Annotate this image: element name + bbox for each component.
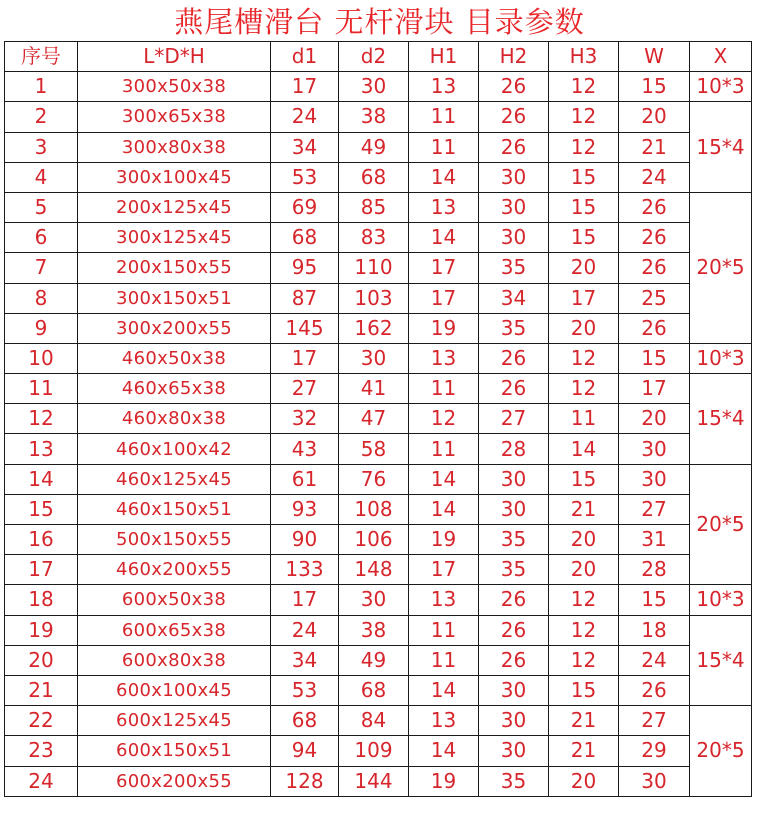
h1-cell: 14 <box>409 675 479 705</box>
table-row <box>5 525 752 555</box>
h2-cell: 30 <box>479 223 549 253</box>
w-cell: 25 <box>619 283 690 313</box>
table-row <box>5 223 752 253</box>
d2-cell: 47 <box>339 404 409 434</box>
size-cell: 460x50x38 <box>78 343 271 373</box>
x-spec-cell: 15*4 <box>690 374 752 465</box>
row-number-cell: 8 <box>5 283 78 313</box>
h2-cell: 26 <box>479 72 549 102</box>
size-cell: 300x150x51 <box>78 283 271 313</box>
h1-cell: 14 <box>409 223 479 253</box>
h3-cell: 17 <box>549 283 619 313</box>
w-cell: 30 <box>619 434 690 464</box>
h3-cell: 12 <box>549 72 619 102</box>
h3-cell: 20 <box>549 313 619 343</box>
d1-cell: 90 <box>271 525 339 555</box>
h1-cell: 17 <box>409 555 479 585</box>
d2-cell: 30 <box>339 343 409 373</box>
d2-cell: 58 <box>339 434 409 464</box>
h3-cell: 20 <box>549 525 619 555</box>
h3-cell: 12 <box>549 102 619 132</box>
d2-cell: 49 <box>339 645 409 675</box>
row-number-cell: 12 <box>5 404 78 434</box>
d2-cell: 110 <box>339 253 409 283</box>
table-header-row <box>5 42 752 72</box>
d2-cell: 68 <box>339 162 409 192</box>
d2-cell: 85 <box>339 192 409 222</box>
d1-cell: 53 <box>271 675 339 705</box>
d1-cell: 133 <box>271 555 339 585</box>
column-header: H3 <box>549 42 619 72</box>
table-body <box>5 72 752 797</box>
table-row <box>5 404 752 434</box>
d1-cell: 68 <box>271 706 339 736</box>
h3-cell: 15 <box>549 675 619 705</box>
table-row <box>5 766 752 796</box>
w-cell: 21 <box>619 132 690 162</box>
w-cell: 26 <box>619 223 690 253</box>
h2-cell: 28 <box>479 434 549 464</box>
d1-cell: 27 <box>271 374 339 404</box>
h2-cell: 30 <box>479 675 549 705</box>
h2-cell: 34 <box>479 283 549 313</box>
row-number-cell: 10 <box>5 343 78 373</box>
w-cell: 27 <box>619 706 690 736</box>
w-cell: 20 <box>619 102 690 132</box>
size-cell: 300x50x38 <box>78 72 271 102</box>
d1-cell: 34 <box>271 132 339 162</box>
w-cell: 24 <box>619 645 690 675</box>
w-cell: 30 <box>619 464 690 494</box>
d1-cell: 17 <box>271 585 339 615</box>
h2-cell: 26 <box>479 615 549 645</box>
h1-cell: 13 <box>409 343 479 373</box>
h1-cell: 11 <box>409 615 479 645</box>
h2-cell: 30 <box>479 494 549 524</box>
size-cell: 300x200x55 <box>78 313 271 343</box>
d1-cell: 32 <box>271 404 339 434</box>
table-row <box>5 343 752 373</box>
x-spec-cell: 20*5 <box>690 464 752 585</box>
h1-cell: 11 <box>409 132 479 162</box>
row-number-cell: 5 <box>5 192 78 222</box>
h1-cell: 19 <box>409 313 479 343</box>
table-row <box>5 192 752 222</box>
size-cell: 300x65x38 <box>78 102 271 132</box>
table-row <box>5 555 752 585</box>
table-row <box>5 253 752 283</box>
d2-cell: 109 <box>339 736 409 766</box>
h3-cell: 21 <box>549 736 619 766</box>
w-cell: 18 <box>619 615 690 645</box>
x-spec-cell: 20*5 <box>690 192 752 343</box>
row-number-cell: 1 <box>5 72 78 102</box>
h2-cell: 27 <box>479 404 549 434</box>
h1-cell: 14 <box>409 162 479 192</box>
h1-cell: 12 <box>409 404 479 434</box>
w-cell: 24 <box>619 162 690 192</box>
table-row <box>5 313 752 343</box>
h3-cell: 12 <box>549 343 619 373</box>
h1-cell: 19 <box>409 525 479 555</box>
h3-cell: 15 <box>549 162 619 192</box>
d1-cell: 24 <box>271 102 339 132</box>
size-cell: 600x125x45 <box>78 706 271 736</box>
w-cell: 30 <box>619 766 690 796</box>
table-row <box>5 283 752 313</box>
d1-cell: 69 <box>271 192 339 222</box>
size-cell: 460x150x51 <box>78 494 271 524</box>
d2-cell: 83 <box>339 223 409 253</box>
h2-cell: 30 <box>479 736 549 766</box>
column-header: 序号 <box>5 42 78 72</box>
size-cell: 460x65x38 <box>78 374 271 404</box>
h3-cell: 21 <box>549 494 619 524</box>
table-row <box>5 675 752 705</box>
x-spec-cell: 20*5 <box>690 706 752 797</box>
row-number-cell: 9 <box>5 313 78 343</box>
table-row <box>5 374 752 404</box>
h2-cell: 26 <box>479 102 549 132</box>
d2-cell: 162 <box>339 313 409 343</box>
d1-cell: 43 <box>271 434 339 464</box>
d1-cell: 128 <box>271 766 339 796</box>
table-row <box>5 585 752 615</box>
h3-cell: 11 <box>549 404 619 434</box>
h2-cell: 26 <box>479 645 549 675</box>
w-cell: 29 <box>619 736 690 766</box>
d1-cell: 95 <box>271 253 339 283</box>
h1-cell: 13 <box>409 706 479 736</box>
h2-cell: 30 <box>479 464 549 494</box>
row-number-cell: 23 <box>5 736 78 766</box>
row-number-cell: 24 <box>5 766 78 796</box>
table-row <box>5 102 752 132</box>
h1-cell: 11 <box>409 434 479 464</box>
h2-cell: 26 <box>479 132 549 162</box>
table-row <box>5 434 752 464</box>
size-cell: 460x200x55 <box>78 555 271 585</box>
h3-cell: 14 <box>549 434 619 464</box>
d1-cell: 53 <box>271 162 339 192</box>
d2-cell: 68 <box>339 675 409 705</box>
table-row <box>5 736 752 766</box>
size-cell: 600x100x45 <box>78 675 271 705</box>
row-number-cell: 11 <box>5 374 78 404</box>
size-cell: 600x150x51 <box>78 736 271 766</box>
row-number-cell: 3 <box>5 132 78 162</box>
h1-cell: 14 <box>409 494 479 524</box>
column-header: W <box>619 42 690 72</box>
h2-cell: 35 <box>479 253 549 283</box>
row-number-cell: 21 <box>5 675 78 705</box>
row-number-cell: 13 <box>5 434 78 464</box>
d1-cell: 24 <box>271 615 339 645</box>
h3-cell: 20 <box>549 555 619 585</box>
size-cell: 300x125x45 <box>78 223 271 253</box>
h2-cell: 35 <box>479 555 549 585</box>
table-row <box>5 615 752 645</box>
w-cell: 26 <box>619 192 690 222</box>
w-cell: 26 <box>619 313 690 343</box>
table-row <box>5 132 752 162</box>
page-title: 燕尾槽滑台 无杆滑块 目录参数 <box>174 4 585 39</box>
d1-cell: 145 <box>271 313 339 343</box>
h2-cell: 30 <box>479 706 549 736</box>
table-row <box>5 645 752 675</box>
size-cell: 300x100x45 <box>78 162 271 192</box>
x-spec-cell: 10*3 <box>690 72 752 102</box>
w-cell: 17 <box>619 374 690 404</box>
d2-cell: 30 <box>339 72 409 102</box>
d2-cell: 38 <box>339 615 409 645</box>
h1-cell: 13 <box>409 192 479 222</box>
column-header: d1 <box>271 42 339 72</box>
h3-cell: 12 <box>549 645 619 675</box>
table-row <box>5 72 752 102</box>
row-number-cell: 16 <box>5 525 78 555</box>
h3-cell: 15 <box>549 192 619 222</box>
row-number-cell: 20 <box>5 645 78 675</box>
d2-cell: 148 <box>339 555 409 585</box>
d1-cell: 93 <box>271 494 339 524</box>
h2-cell: 26 <box>479 585 549 615</box>
spec-table <box>4 41 752 797</box>
d1-cell: 87 <box>271 283 339 313</box>
h1-cell: 13 <box>409 72 479 102</box>
x-spec-cell: 15*4 <box>690 615 752 706</box>
h2-cell: 35 <box>479 313 549 343</box>
x-spec-cell: 15*4 <box>690 102 752 193</box>
row-number-cell: 14 <box>5 464 78 494</box>
column-header: X <box>690 42 752 72</box>
d1-cell: 34 <box>271 645 339 675</box>
size-cell: 600x50x38 <box>78 585 271 615</box>
column-header: H1 <box>409 42 479 72</box>
h1-cell: 13 <box>409 585 479 615</box>
row-number-cell: 19 <box>5 615 78 645</box>
d1-cell: 94 <box>271 736 339 766</box>
w-cell: 15 <box>619 72 690 102</box>
h1-cell: 19 <box>409 766 479 796</box>
h2-cell: 35 <box>479 766 549 796</box>
d2-cell: 103 <box>339 283 409 313</box>
d2-cell: 38 <box>339 102 409 132</box>
d2-cell: 144 <box>339 766 409 796</box>
w-cell: 28 <box>619 555 690 585</box>
h3-cell: 12 <box>549 585 619 615</box>
row-number-cell: 18 <box>5 585 78 615</box>
h3-cell: 12 <box>549 132 619 162</box>
table-row <box>5 706 752 736</box>
d2-cell: 108 <box>339 494 409 524</box>
h1-cell: 11 <box>409 102 479 132</box>
h1-cell: 14 <box>409 464 479 494</box>
size-cell: 460x125x45 <box>78 464 271 494</box>
h2-cell: 30 <box>479 192 549 222</box>
size-cell: 200x125x45 <box>78 192 271 222</box>
size-cell: 460x100x42 <box>78 434 271 464</box>
size-cell: 460x80x38 <box>78 404 271 434</box>
h3-cell: 12 <box>549 615 619 645</box>
size-cell: 200x150x55 <box>78 253 271 283</box>
d1-cell: 61 <box>271 464 339 494</box>
x-spec-cell: 10*3 <box>690 585 752 615</box>
table-row <box>5 494 752 524</box>
h3-cell: 20 <box>549 766 619 796</box>
w-cell: 15 <box>619 343 690 373</box>
size-cell: 600x65x38 <box>78 615 271 645</box>
h2-cell: 26 <box>479 374 549 404</box>
w-cell: 27 <box>619 494 690 524</box>
w-cell: 26 <box>619 675 690 705</box>
row-number-cell: 17 <box>5 555 78 585</box>
size-cell: 600x80x38 <box>78 645 271 675</box>
d2-cell: 84 <box>339 706 409 736</box>
d1-cell: 17 <box>271 343 339 373</box>
row-number-cell: 22 <box>5 706 78 736</box>
size-cell: 600x200x55 <box>78 766 271 796</box>
d1-cell: 17 <box>271 72 339 102</box>
w-cell: 31 <box>619 525 690 555</box>
w-cell: 15 <box>619 585 690 615</box>
d2-cell: 30 <box>339 585 409 615</box>
h2-cell: 30 <box>479 162 549 192</box>
d2-cell: 76 <box>339 464 409 494</box>
h3-cell: 21 <box>549 706 619 736</box>
w-cell: 20 <box>619 404 690 434</box>
row-number-cell: 6 <box>5 223 78 253</box>
x-spec-cell: 10*3 <box>690 343 752 373</box>
h3-cell: 20 <box>549 253 619 283</box>
table-row <box>5 162 752 192</box>
h2-cell: 35 <box>479 525 549 555</box>
h1-cell: 17 <box>409 283 479 313</box>
row-number-cell: 2 <box>5 102 78 132</box>
column-header: L*D*H <box>78 42 271 72</box>
column-header: d2 <box>339 42 409 72</box>
row-number-cell: 15 <box>5 494 78 524</box>
d1-cell: 68 <box>271 223 339 253</box>
h1-cell: 11 <box>409 645 479 675</box>
w-cell: 26 <box>619 253 690 283</box>
h1-cell: 14 <box>409 736 479 766</box>
size-cell: 300x80x38 <box>78 132 271 162</box>
h3-cell: 15 <box>549 223 619 253</box>
column-header: H2 <box>479 42 549 72</box>
d2-cell: 49 <box>339 132 409 162</box>
row-number-cell: 7 <box>5 253 78 283</box>
h3-cell: 12 <box>549 374 619 404</box>
h1-cell: 17 <box>409 253 479 283</box>
size-cell: 500x150x55 <box>78 525 271 555</box>
h3-cell: 15 <box>549 464 619 494</box>
h2-cell: 26 <box>479 343 549 373</box>
h1-cell: 11 <box>409 374 479 404</box>
row-number-cell: 4 <box>5 162 78 192</box>
table-row <box>5 464 752 494</box>
d2-cell: 41 <box>339 374 409 404</box>
d2-cell: 106 <box>339 525 409 555</box>
